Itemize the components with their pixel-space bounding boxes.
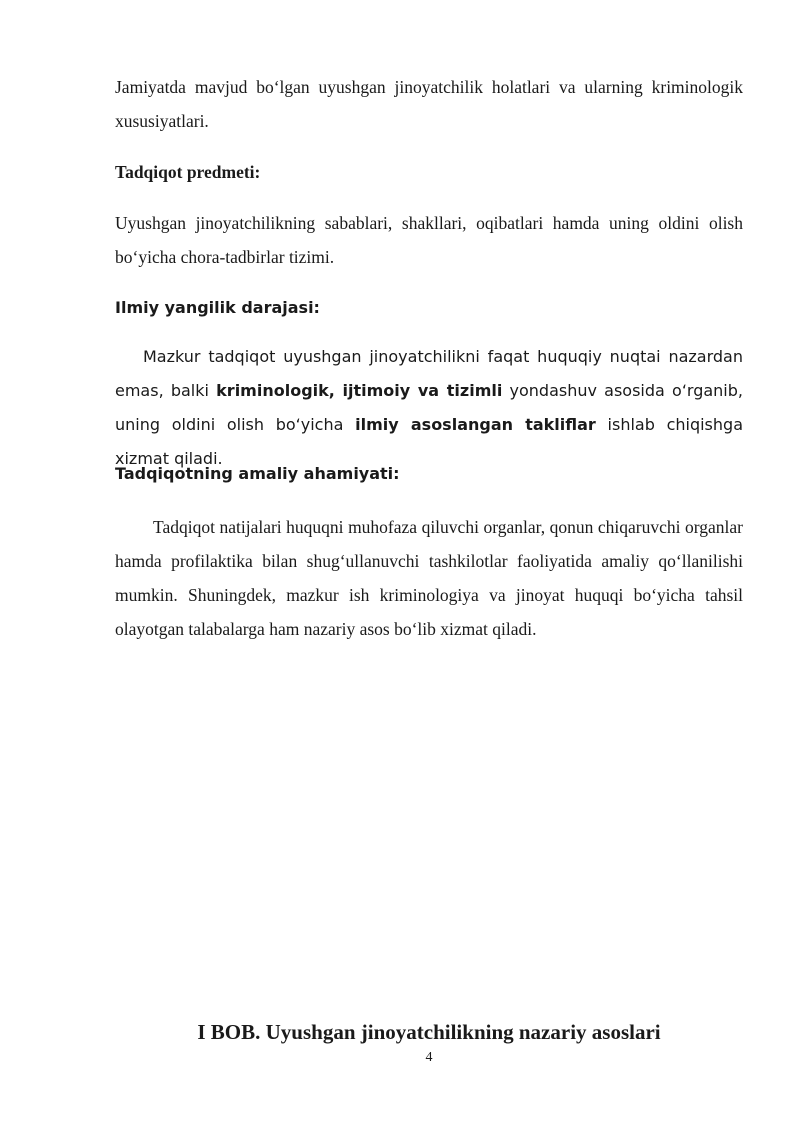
subject-text: Uyushgan jinoyatchilikning sabablari, shakllari, oqibatlari hamda uning oldini olish bo‘yicha chora-tadbirlar tizimi. bbox=[115, 213, 743, 267]
research-object-text: Jamiyatda mavjud bo‘lgan uyushgan jinoyatchilik holatlari va ularning kriminologik xususiyatlari. bbox=[115, 77, 743, 131]
chapter-title: I BOB. Uyushgan jinoyatchilikning nazariy asoslari bbox=[197, 1020, 661, 1044]
page-number: 4 bbox=[425, 1050, 433, 1065]
novelty-bold-phrase-2: ilmiy asoslangan takliflar bbox=[355, 415, 596, 434]
novelty-text bbox=[115, 340, 743, 476]
novelty-text-part3: ishlab chiqishga xizmat qiladi. bbox=[115, 415, 743, 468]
novelty-heading: Ilmiy yangilik darajasi: bbox=[115, 298, 320, 317]
novelty-text-part2: yondashuv asosida o‘rganib, uning oldini olish bo‘yicha bbox=[115, 381, 743, 434]
practical-text: Tadqiqot natijalari huquqni muhofaza qiluvchi organlar, qonun chiqaruvchi organlar hamda profilaktika bilan shug‘ullanuvchi tashkilotlar faoliyatida amaliy qo‘llanilishi mumkin. Shuningdek, mazkur ish kriminologiya va jinoyat huquqi bo‘yicha tahsil olayotgan talabalarga ham nazariy asos bo‘lib xizmat qiladi. bbox=[115, 517, 743, 639]
practical-heading: Tadqiqotning amaliy ahamiyati: bbox=[115, 464, 400, 483]
novelty-bold-phrase-1: kriminologik, ijtimoiy va tizimli bbox=[216, 381, 503, 400]
subject-heading: Tadqiqot predmeti: bbox=[115, 162, 261, 182]
novelty-text-part1: Mazkur tadqiqot uyushgan jinoyatchilikni faqat huquqiy nuqtai nazardan emas, balki bbox=[115, 347, 743, 400]
